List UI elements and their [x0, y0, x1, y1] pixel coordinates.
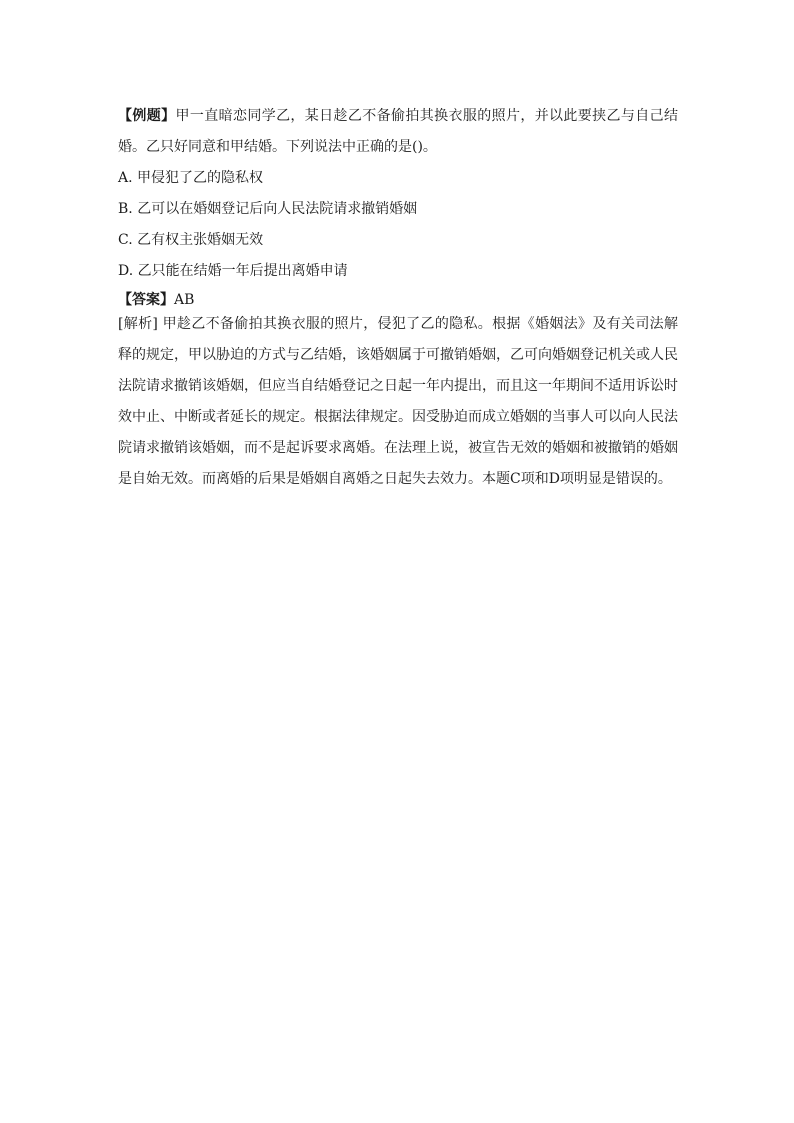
analysis-text: [解析] 甲趁乙不备偷拍其换衣服的照片，侵犯了乙的隐私。根据《婚姻法》及有关司法解释的规定，甲以胁迫的方式与乙结婚，该婚姻属于可撤销婚姻，乙可向婚姻登记机关或人民法院请求撤销该婚姻，但应当自结婚登记之日起一年内提出，而且这一年期间不适用诉讼时效中止、中断或者延长的规定。根据法律规定。因受胁迫而成立婚姻的当事人可以向人民法院请求撤销该婚姻，而不是起诉要求离婚。在法理上说，被宣告无效的婚姻和被撤销的婚姻是自始无效。而离婚的后果是婚姻自离婚之日起失去效力。本题C项和D项明显是错误的。 — [118, 316, 678, 487]
option-c: C. 乙有权主张婚姻无效 — [118, 232, 264, 248]
answer-label: 【答案】 — [118, 292, 174, 308]
question-block — [118, 101, 678, 495]
question-stem — [118, 101, 678, 163]
options-list — [118, 163, 678, 287]
option-a: A. 甲侵犯了乙的隐私权 — [118, 170, 264, 186]
answer-value: AB — [174, 292, 195, 308]
question-text: 甲一直暗恋同学乙，某日趁乙不备偷拍其换衣服的照片，并以此要挟乙与自己结婚。乙只好同意和甲结婚。下列说法中正确的是()。 — [118, 108, 679, 155]
example-label: 【例题】 — [118, 108, 176, 124]
option-d: D. 乙只能在结婚一年后提出离婚申请 — [118, 263, 348, 279]
option-b: B. 乙可以在婚姻登记后向人民法院请求撤销婚姻 — [118, 201, 418, 217]
